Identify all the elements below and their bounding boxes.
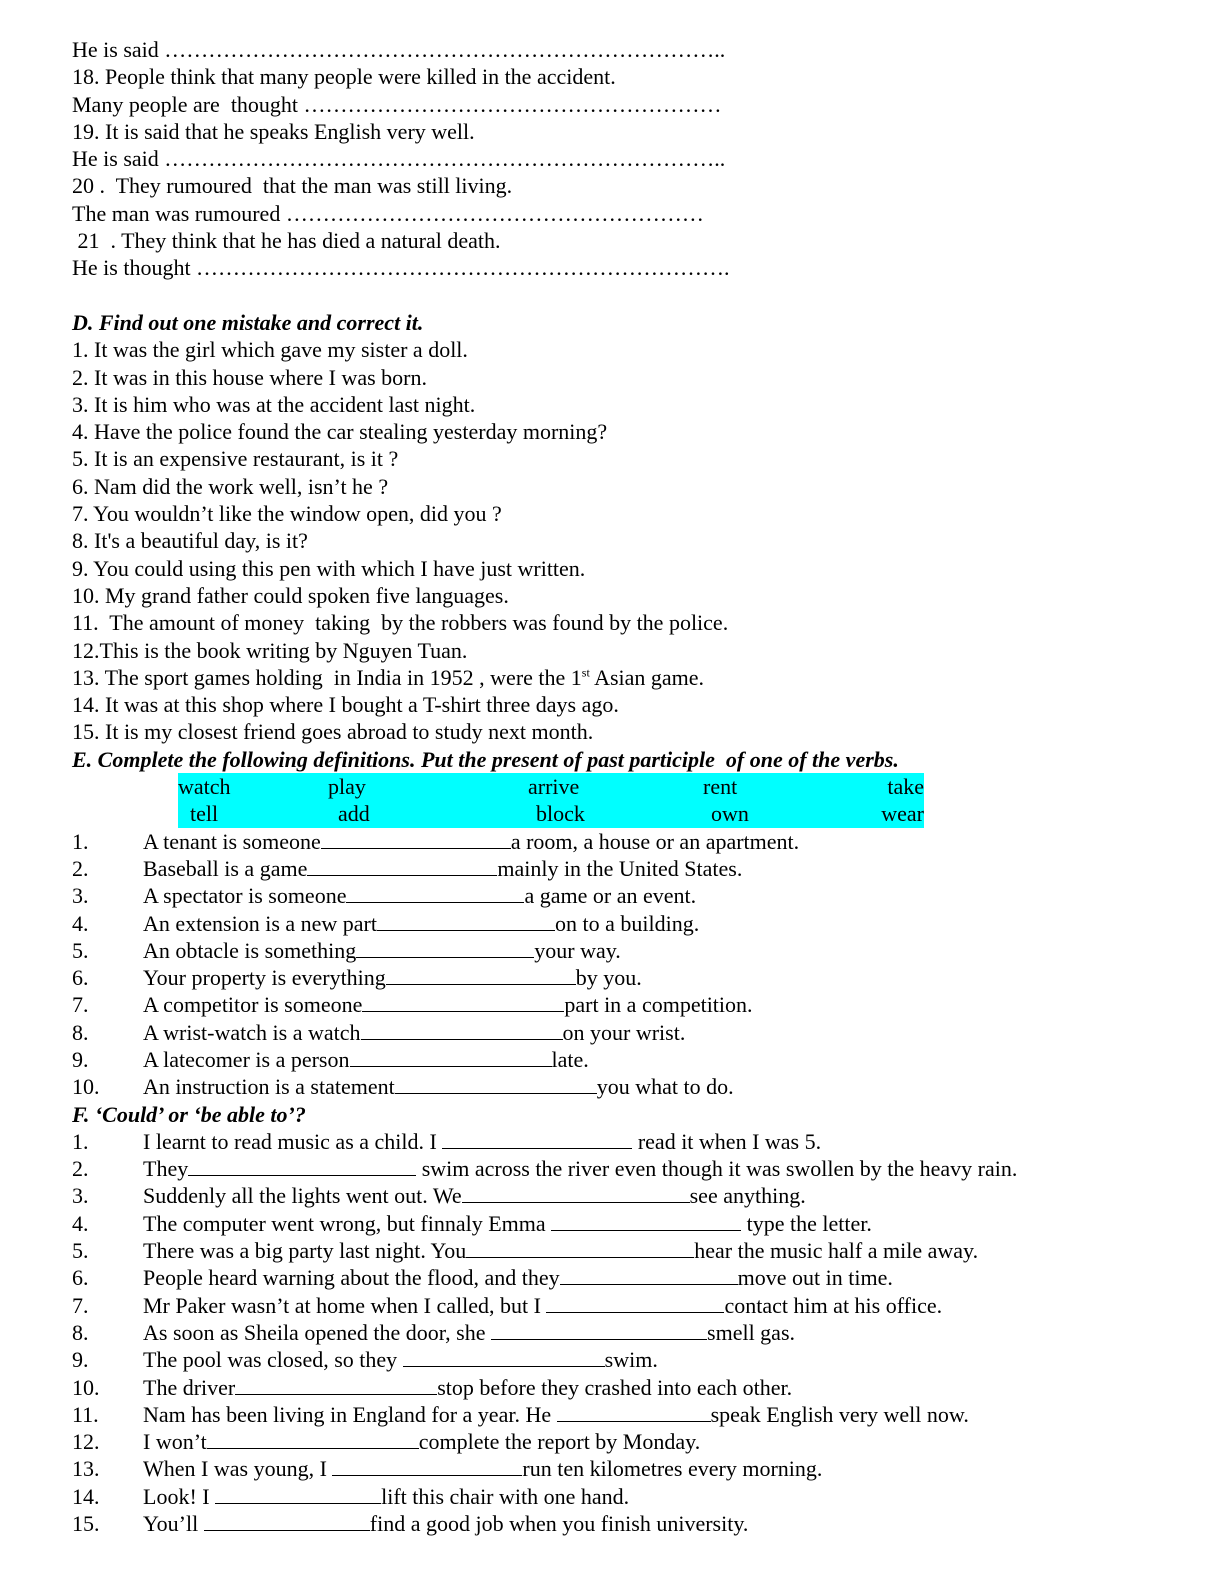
exercise-item xyxy=(72,1046,1100,1073)
exercise-item xyxy=(72,1264,1100,1291)
item-text: a room, a house or an apartment. xyxy=(510,828,800,854)
item-number: 6. xyxy=(72,965,89,991)
list-item xyxy=(72,664,1100,691)
text-line: 21 . They think that he has died a natural death. xyxy=(72,228,501,254)
answer-blank[interactable] xyxy=(362,991,564,1012)
item-number: 2. xyxy=(72,855,89,881)
item-body xyxy=(143,1455,822,1482)
exercise-item xyxy=(72,1292,1100,1319)
item-text: The driver xyxy=(143,1374,236,1400)
answer-blank[interactable] xyxy=(215,1483,381,1504)
exercise-item xyxy=(72,1483,1100,1510)
list-item: 8. It's a beautiful day, is it? xyxy=(72,528,308,554)
item-number: 13. xyxy=(72,1456,100,1482)
answer-blank[interactable] xyxy=(395,1073,597,1094)
exercise-item xyxy=(72,937,1100,964)
answer-blank[interactable] xyxy=(403,1346,605,1367)
answer-blank[interactable] xyxy=(350,1046,552,1067)
item-number: 4. xyxy=(72,910,89,936)
item-number: 1. xyxy=(72,1128,89,1154)
item-text: your way. xyxy=(534,937,621,963)
item-text: An extension is a new part xyxy=(143,910,377,936)
list-item: 10. My grand father could spoken five languages. xyxy=(72,582,509,608)
definition-list xyxy=(72,828,1100,1101)
item-body xyxy=(143,1428,700,1455)
answer-blank[interactable] xyxy=(332,1455,522,1476)
text-line: He is thought ………………………………………………………………. xyxy=(72,255,730,281)
exercise-item xyxy=(72,1210,1100,1237)
list-item: 5. It is an expensive restaurant, is it ? xyxy=(72,446,399,472)
answer-blank[interactable] xyxy=(235,1374,437,1395)
verb-word: take xyxy=(887,774,924,800)
item-text: You’ll xyxy=(143,1511,204,1537)
text-line: 18. People think that many people were killed in the accident. xyxy=(72,64,616,90)
item-number: 7. xyxy=(72,992,89,1018)
item-number: 9. xyxy=(72,1347,89,1373)
exercise-item xyxy=(72,1374,1100,1401)
item-number: 15. xyxy=(72,1511,100,1537)
exercise-item xyxy=(72,1319,1100,1346)
item-body xyxy=(143,1155,1017,1182)
answer-blank[interactable] xyxy=(377,910,555,931)
item-text: on to a building. xyxy=(555,910,700,936)
answer-blank[interactable] xyxy=(321,828,511,849)
item-text: part in a competition. xyxy=(564,992,753,1018)
answer-blank[interactable] xyxy=(356,937,534,958)
item-text: hear the music half a mile away. xyxy=(694,1238,979,1264)
item-text: a game or an event. xyxy=(524,883,697,909)
item-text: As soon as Sheila opened the door, she xyxy=(143,1319,492,1345)
item-text: swim across the river even though it was swollen by the heavy rain. xyxy=(416,1156,1018,1182)
item-body xyxy=(143,1483,629,1510)
exercise-item xyxy=(72,882,1100,909)
item-body xyxy=(143,1019,685,1046)
list-item: 11. The amount of money taking by the robbers was found by the police. xyxy=(72,610,729,636)
section-c-tail xyxy=(72,36,1100,282)
item-body xyxy=(143,964,642,991)
item-text: by you. xyxy=(575,965,642,991)
exercise-item xyxy=(72,964,1100,991)
answer-blank[interactable] xyxy=(491,1319,707,1340)
item-body xyxy=(143,1073,734,1100)
item-body xyxy=(143,1182,806,1209)
answer-blank[interactable] xyxy=(462,1182,690,1203)
item-text: A spectator is someone xyxy=(143,883,347,909)
item-body xyxy=(143,937,621,964)
item-number: 1. xyxy=(72,828,89,854)
exercise-item xyxy=(72,1155,1100,1182)
blank-spacer xyxy=(72,282,1100,309)
text-line: The man was rumoured ………………………………………………… xyxy=(72,200,704,226)
verb-word: add xyxy=(338,801,370,827)
verb-word: wear xyxy=(881,801,924,827)
section-e xyxy=(72,746,1100,1101)
item-text: A tenant is someone xyxy=(143,828,321,854)
item-number: 5. xyxy=(72,1238,89,1264)
answer-blank[interactable] xyxy=(346,882,524,903)
verb-row xyxy=(178,800,924,827)
verb-word: own xyxy=(711,801,749,827)
verb-word: rent xyxy=(703,774,738,800)
answer-blank[interactable] xyxy=(442,1128,632,1149)
item-text: lift this chair with one hand. xyxy=(381,1483,630,1509)
exercise-item xyxy=(72,1510,1100,1537)
item-text: Your property is everything xyxy=(143,965,386,991)
verb-word-box xyxy=(178,773,924,828)
item-text: An instruction is a statement xyxy=(143,1074,395,1100)
item-number: 6. xyxy=(72,1265,89,1291)
list-item: 9. You could using this pen with which I have just written. xyxy=(72,555,586,581)
verb-row xyxy=(178,773,924,800)
item-text: find a good job when you finish university. xyxy=(369,1511,749,1537)
item-number: 11. xyxy=(72,1401,99,1427)
item-text: Asian game. xyxy=(589,664,705,690)
list-item: 4. Have the police found the car stealing yesterday morning? xyxy=(72,419,608,445)
item-text: Baseball is a game xyxy=(143,855,308,881)
answer-blank[interactable] xyxy=(560,1264,738,1285)
item-text: Suddenly all the lights went out. We xyxy=(143,1183,462,1209)
answer-blank[interactable] xyxy=(307,855,497,876)
exercise-item xyxy=(72,1428,1100,1455)
list-item: 2. It was in this house where I was born. xyxy=(72,364,427,390)
item-number: 10. xyxy=(72,1374,100,1400)
item-body xyxy=(143,1319,795,1346)
answer-blank[interactable] xyxy=(204,1510,370,1531)
exercise-item xyxy=(72,1401,1100,1428)
item-number: 5. xyxy=(72,937,89,963)
item-number: 3. xyxy=(72,1183,89,1209)
item-text: late. xyxy=(551,1046,589,1072)
item-number: 12. xyxy=(72,1429,100,1455)
list-item: 14. It was at this shop where I bought a T-shirt three days ago. xyxy=(72,692,619,718)
item-body xyxy=(143,855,742,882)
item-body xyxy=(143,1046,589,1073)
item-body xyxy=(143,828,799,855)
item-text: A wrist-watch is a watch xyxy=(143,1019,361,1045)
answer-blank[interactable] xyxy=(386,964,576,985)
item-text: When I was young, I xyxy=(143,1456,333,1482)
exercise-item xyxy=(72,828,1100,855)
item-text: They xyxy=(143,1156,189,1182)
exercise-item xyxy=(72,855,1100,882)
list-item: 3. It is him who was at the accident last night. xyxy=(72,391,476,417)
item-number: 7. xyxy=(72,1292,89,1318)
item-text: I won’t xyxy=(143,1429,207,1455)
item-number: 14. xyxy=(72,1483,100,1509)
answer-blank[interactable] xyxy=(207,1428,419,1449)
item-text: on your wrist. xyxy=(562,1019,686,1045)
item-text: stop before they crashed into each other. xyxy=(437,1374,793,1400)
list-item: 12.This is the book writing by Nguyen Tuan. xyxy=(72,637,468,663)
superscript: st xyxy=(581,665,590,680)
item-text: move out in time. xyxy=(737,1265,893,1291)
exercise-item xyxy=(72,910,1100,937)
item-text: contact him at his office. xyxy=(724,1292,943,1318)
item-body xyxy=(143,1128,821,1155)
could-able-list xyxy=(72,1128,1100,1537)
item-body xyxy=(143,1401,969,1428)
answer-blank[interactable] xyxy=(546,1292,724,1313)
exercise-item xyxy=(72,1346,1100,1373)
item-body xyxy=(143,1374,792,1401)
item-text: I learnt to read music as a child. I xyxy=(143,1128,443,1154)
answer-blank[interactable] xyxy=(557,1401,711,1422)
item-text: swim. xyxy=(604,1347,658,1373)
section-d-title: D. Find out one mistake and correct it. xyxy=(72,309,424,335)
text-line: He is said ………………………………………………………………….. xyxy=(72,37,726,62)
verb-word: watch xyxy=(178,774,231,800)
verb-word: block xyxy=(536,801,585,827)
item-text: run ten kilometres every morning. xyxy=(522,1456,823,1482)
item-text: type the letter. xyxy=(741,1210,872,1236)
item-text: you what to do. xyxy=(596,1074,734,1100)
list-item: 1. It was the girl which gave my sister a doll. xyxy=(72,337,468,363)
item-body xyxy=(143,910,699,937)
item-body xyxy=(143,991,753,1018)
verb-word: arrive xyxy=(528,774,580,800)
exercise-item xyxy=(72,1073,1100,1100)
item-number: 2. xyxy=(72,1156,89,1182)
item-text: speak English very well now. xyxy=(710,1401,969,1427)
exercise-item xyxy=(72,1019,1100,1046)
item-number: 8. xyxy=(72,1019,89,1045)
list-item: 6. Nam did the work well, isn’t he ? xyxy=(72,473,389,499)
exercise-item xyxy=(72,1237,1100,1264)
list-item: 15. It is my closest friend goes abroad to study next month. xyxy=(72,719,594,745)
exercise-item xyxy=(72,1182,1100,1209)
verb-word: play xyxy=(328,774,366,800)
exercise-item xyxy=(72,1128,1100,1155)
item-body xyxy=(143,1510,748,1537)
item-body xyxy=(143,1237,978,1264)
item-number: 9. xyxy=(72,1046,89,1072)
item-body xyxy=(143,882,696,909)
item-text: Nam has been living in England for a year. He xyxy=(143,1401,557,1427)
item-text: 13. The sport games holding in India in 1952 , were the 1 xyxy=(72,664,582,690)
item-number: 4. xyxy=(72,1210,89,1236)
section-e-title: E. Complete the following definitions. Put the present of past participle of one of the verbs. xyxy=(72,746,899,772)
answer-blank[interactable] xyxy=(551,1210,741,1231)
item-text: see anything. xyxy=(689,1183,806,1209)
item-text: A latecomer is a person xyxy=(143,1046,350,1072)
section-f-title: F. ‘Could’ or ‘be able to’? xyxy=(72,1101,306,1127)
item-text: Mr Paker wasn’t at home when I called, but I xyxy=(143,1292,547,1318)
list-item: 7. You wouldn’t like the window open, did you ? xyxy=(72,501,502,527)
answer-blank[interactable] xyxy=(466,1237,694,1258)
section-f xyxy=(72,1101,1100,1538)
section-d xyxy=(72,309,1100,746)
item-number: 8. xyxy=(72,1319,89,1345)
item-text: complete the report by Monday. xyxy=(418,1429,701,1455)
answer-blank[interactable] xyxy=(188,1155,416,1176)
item-number: 3. xyxy=(72,883,89,909)
text-line: He is said ………………………………………………………………….. xyxy=(72,146,726,172)
item-body xyxy=(143,1346,658,1373)
item-text: People heard warning about the flood, and they xyxy=(143,1265,560,1291)
verb-word: tell xyxy=(190,801,219,827)
item-text: A competitor is someone xyxy=(143,992,363,1018)
item-text: There was a big party last night. You xyxy=(143,1238,467,1264)
item-text: The pool was closed, so they xyxy=(143,1347,403,1373)
item-text: An obtacle is something xyxy=(143,937,357,963)
exercise-item xyxy=(72,1455,1100,1482)
item-text: smell gas. xyxy=(707,1319,796,1345)
item-text: mainly in the United States. xyxy=(497,855,743,881)
item-body xyxy=(143,1264,893,1291)
item-number: 10. xyxy=(72,1074,100,1100)
item-text: Look! I xyxy=(143,1483,216,1509)
answer-blank[interactable] xyxy=(361,1019,563,1040)
exercise-item xyxy=(72,991,1100,1018)
item-text: The computer went wrong, but finnaly Emma xyxy=(143,1210,552,1236)
text-line: 19. It is said that he speaks English very well. xyxy=(72,118,475,144)
text-line: 20 . They rumoured that the man was still living. xyxy=(72,173,513,199)
item-body xyxy=(143,1292,942,1319)
text-line: Many people are thought ………………………………………………… xyxy=(72,91,722,117)
item-body xyxy=(143,1210,872,1237)
item-text: read it when I was 5. xyxy=(632,1128,822,1154)
